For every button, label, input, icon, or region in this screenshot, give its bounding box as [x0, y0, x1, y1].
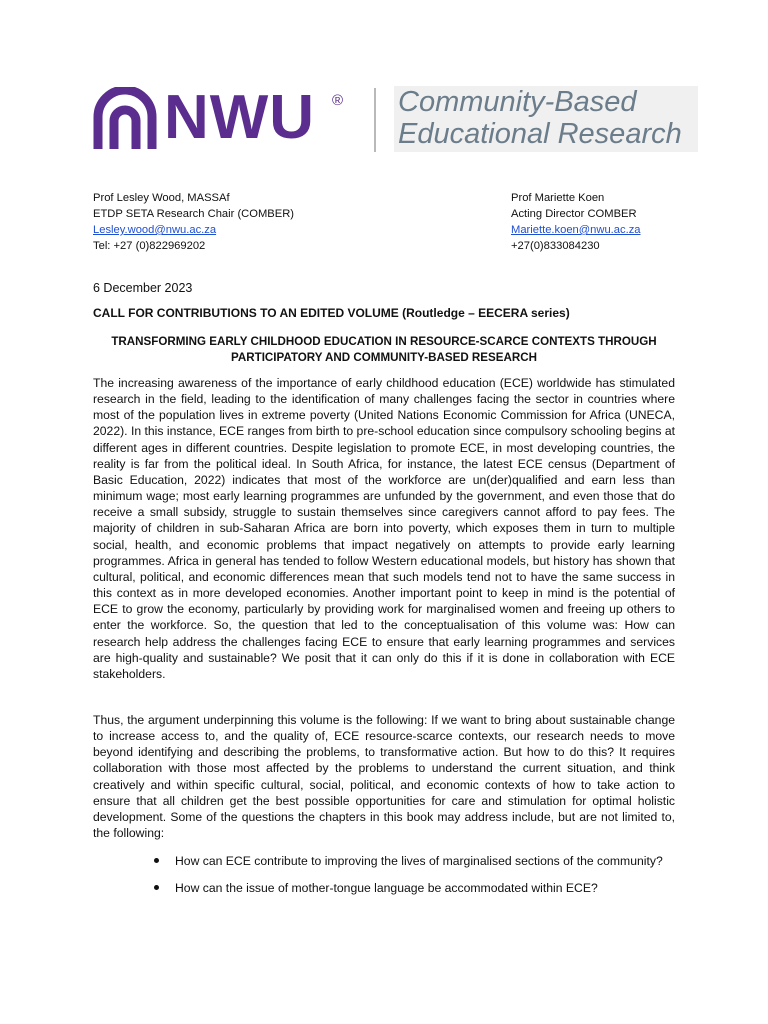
list-item-text: How can the issue of mother-tongue language be accommodated within ECE? [175, 881, 598, 896]
header-title-line1: Community-Based [398, 86, 637, 118]
contact-email-link[interactable]: Lesley.wood@nwu.ac.za [93, 224, 217, 236]
letterhead [92, 83, 698, 154]
call-heading: CALL FOR CONTRIBUTIONS TO AN EDITED VOLUME (Routledge – EECERA series) [93, 306, 570, 320]
question-list [150, 853, 675, 907]
header-title [398, 86, 682, 150]
contact-name: Prof Mariette Koen [511, 192, 605, 204]
registered-mark: ® [332, 92, 344, 109]
letter-date: 6 December 2023 [93, 281, 193, 295]
list-item-text: How can ECE contribute to improving the lives of marginalised sections of the community? [175, 854, 663, 868]
contact-block-right [511, 190, 641, 254]
list-item [150, 853, 675, 869]
contact-name: Prof Lesley Wood, MASSAf [93, 192, 230, 204]
contact-role: ETDP SETA Research Chair (COMBER) [93, 208, 295, 220]
volume-title: TRANSFORMING EARLY CHILDHOOD EDUCATION IN RESOURCE-SCARCE CONTEXTS THROUGH PARTICIPATORY AND COMMUNITY-BASED RESEARCH [111, 335, 657, 364]
header-divider [374, 88, 376, 152]
logo-wordmark: NWU [164, 83, 316, 152]
contact-block-left [93, 190, 294, 254]
body-paragraph: The increasing awareness of the importance of early childhood education (ECE) worldwide has stimulated research in the field, leading to the identification of many challenges facing the sector in countries where most of the population lives in extreme poverty (United Nations Economic Commission for Africa (UNECA, 2022). In this instance, ECE ranges from birth to pre-school education since compulsory schooling begins at different ages in different countries. Despite legislation to promote ECE, in most developing countries, the reality is far from the political ideal. In South Africa, for instance, the latest ECE census (Department of Basic Education, 2022) indicates that most of the workforce are un(der)qualified and earn less than minimum wage; most early learning programmes are unfunded by the government, and even those that do receive a small subsidy, struggle to sustain themselves since caregivers cannot afford to pay fees. The majority of children in sub-Saharan Africa are born into poverty, which exposes them in turn to multiple social, health, and economic problems that impact negatively on attempts to provide early learning programmes. Africa in general has tended to follow Western educational models, but history has shown that cultural, political, and economic differences mean that such models tend not to have the same success in this context as in more developed economies. Another important point to keep in mind is the potential of ECE to grow the economy, particularly by providing work for marginalised women and freeing up others to enter the workforce. So, the question that led to the conceptualisation of this volume was: How can research help address the challenges facing ECE to ensure that early learning programmes and services are high-quality and sustainable? We posit that it can only do this if it is done in collaboration with ECE stakeholders. [93, 376, 675, 681]
contact-phone: Tel: +27 (0)822969202 [93, 240, 206, 252]
contact-role: Acting Director COMBER [511, 208, 637, 220]
body-paragraph: Thus, the argument underpinning this volume is the following: If we want to bring about sustainable change to increase access to, and the quality of, ECE resource-scarce contexts, our research needs to move beyond identifying and describing the problems, to transformative action. But how to do this? It requires collaboration with those most affected by the problems to understand the current situation, and think creatively and within specific cultural, social, political, and economic contexts of how to take action to ensure that all children get the best possible opportunities for care and stimulation for optimal holistic development. Some of the questions the chapters in this book may address include, but are not limited to, the following: [93, 713, 675, 841]
bullet-icon [154, 858, 159, 863]
header-title-line2: Educational Research [398, 118, 682, 150]
nwu-logo-icon [92, 87, 158, 151]
list-item [150, 880, 675, 896]
bullet-icon [154, 885, 159, 890]
contact-email-link[interactable]: Mariette.koen@nwu.ac.za [511, 224, 641, 236]
contact-phone: +27(0)833084230 [511, 240, 600, 252]
